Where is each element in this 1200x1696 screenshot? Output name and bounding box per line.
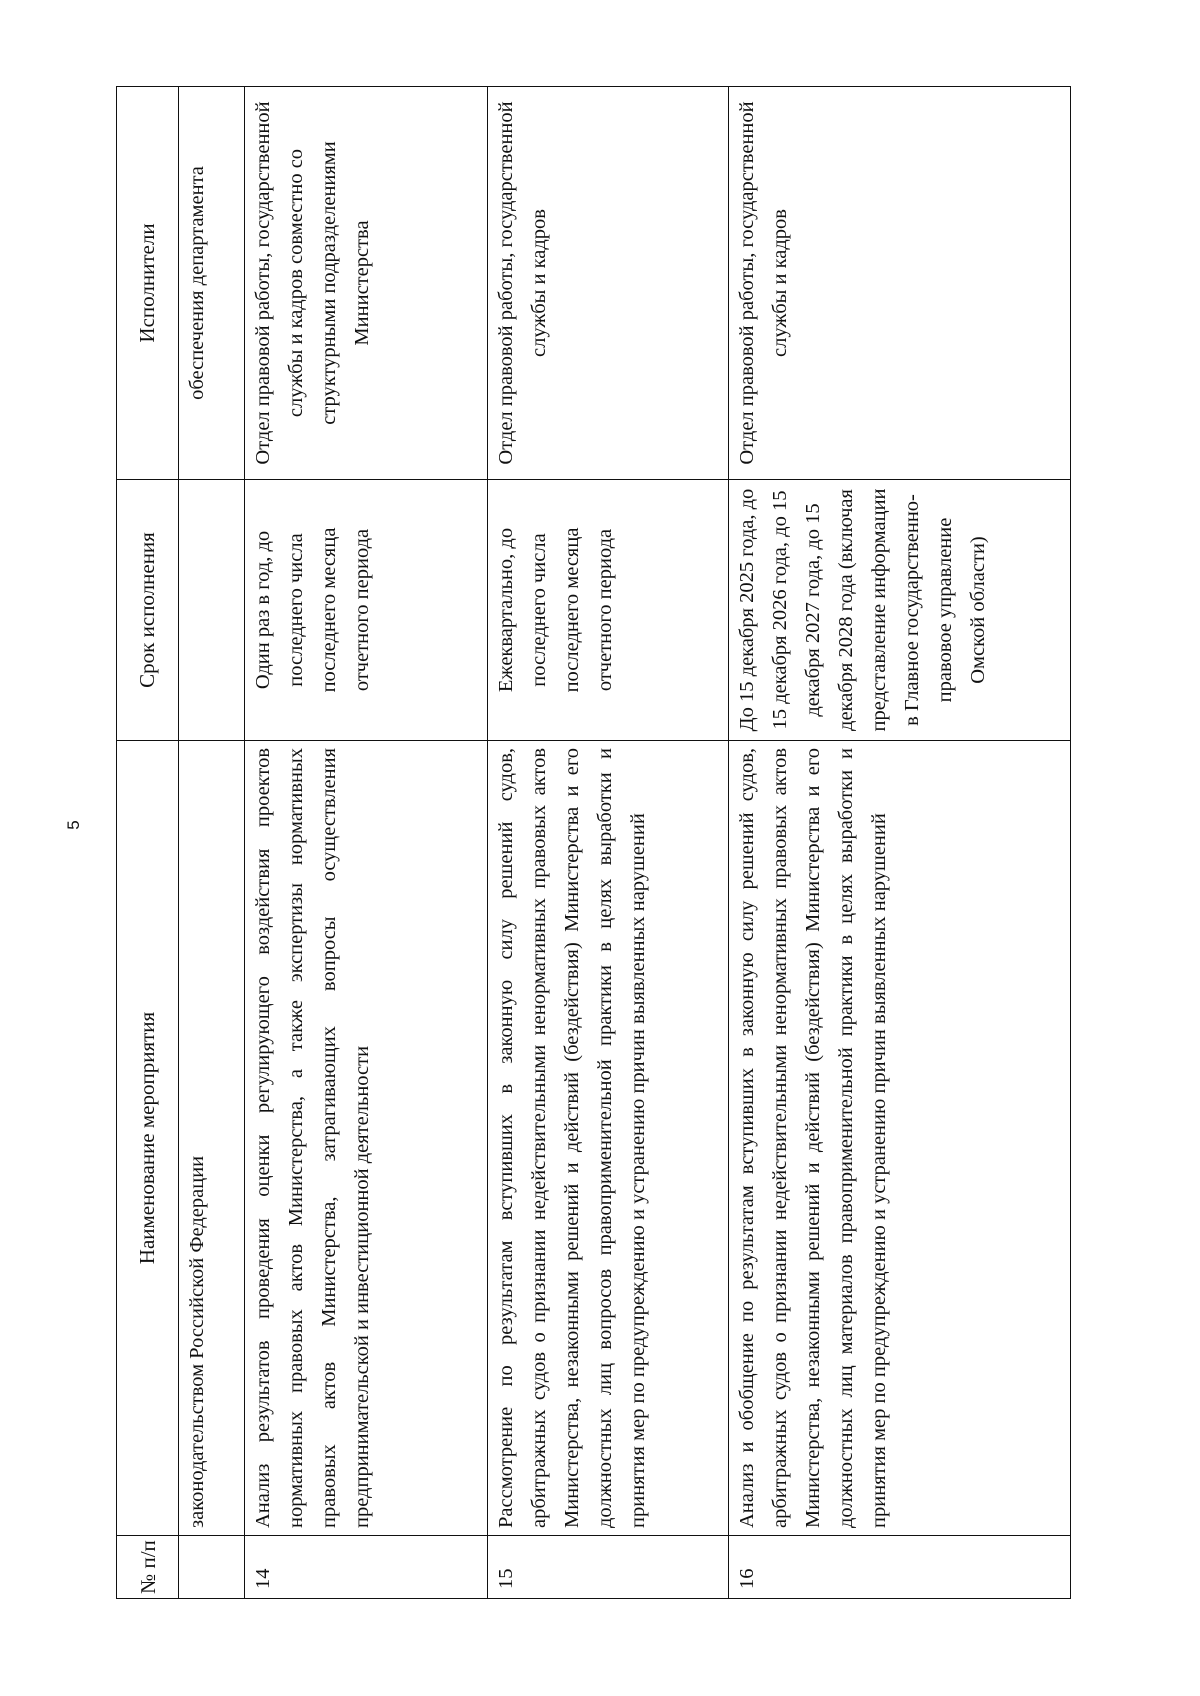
table-row-continuation [179,87,245,1599]
table-header-row [117,87,179,1599]
page-number: 5 [64,820,83,830]
cell-number: 14 [245,1536,488,1599]
cell-executor: Отдел правовой работы, государственной службы и кадров совместно со структурными подразделениями Министерства [245,87,488,480]
cell-number: 16 [729,1536,1071,1599]
header-number: № п/п [117,1536,179,1599]
rotated-table-container [116,87,1070,1599]
cell-deadline: Один раз в год, до последнего числа последнего месяца отчетного периода [245,480,488,741]
cell-executor: Отдел правовой работы, государственной службы и кадров [729,87,1071,480]
table-row [729,87,1071,1599]
cell-name: Анализ результатов проведения оценки регулирующего воздействия проектов нормативных правовых актов Министерства, а также экспертизы нормативных правовых актов Министерства, затрагивающих вопросы осуществления предпринимательской и инвестиционной деятельности [245,741,488,1536]
cell-name: Рассмотрение по результатам вступивших в законную силу решений судов, арбитражных судов о признании недействительными ненормативных правовых актов Министерства, незаконными решений и действий (бездействия) Министерства и его должностных лиц вопросов правоприменительной практики в целях выработки и принятия мер по предупреждению и устранению причин выявленных нарушений [488,741,729,1536]
cell-number: 15 [488,1536,729,1599]
cell-name: Анализ и обобщение по результатам вступивших в законную силу решений судов, арбитражных судов о признании недействительными ненормативных правовых актов Министерства, незаконными решений и действий (бездействия) Министерства и его должностных лиц материалов правоприменительной практики в целях выработки и принятия мер по предупреждению и устранению причин выявленных нарушений [729,741,1071,1536]
action-plan-table [116,86,1071,1599]
cell-deadline [179,480,245,741]
header-executor: Исполнители [117,87,179,480]
cell-executor: обеспечения департамента [179,87,245,480]
cell-name: законодательством Российской Федерации [179,741,245,1536]
cell-deadline: До 15 декабря 2025 года, до 15 декабря 2026 года, до 15 декабря 2027 года, до 15 декабря 2028 года (включая представление информации в Главное государственно-правовое управление Омской области) [729,480,1071,741]
table-row [245,87,488,1599]
header-deadline: Срок исполнения [117,480,179,741]
table-row [488,87,729,1599]
cell-deadline: Ежеквартально, до последнего числа последнего месяца отчетного периода [488,480,729,741]
cell-number [179,1536,245,1599]
header-name: Наименование мероприятия [117,741,179,1536]
cell-executor: Отдел правовой работы, государственной службы и кадров [488,87,729,480]
